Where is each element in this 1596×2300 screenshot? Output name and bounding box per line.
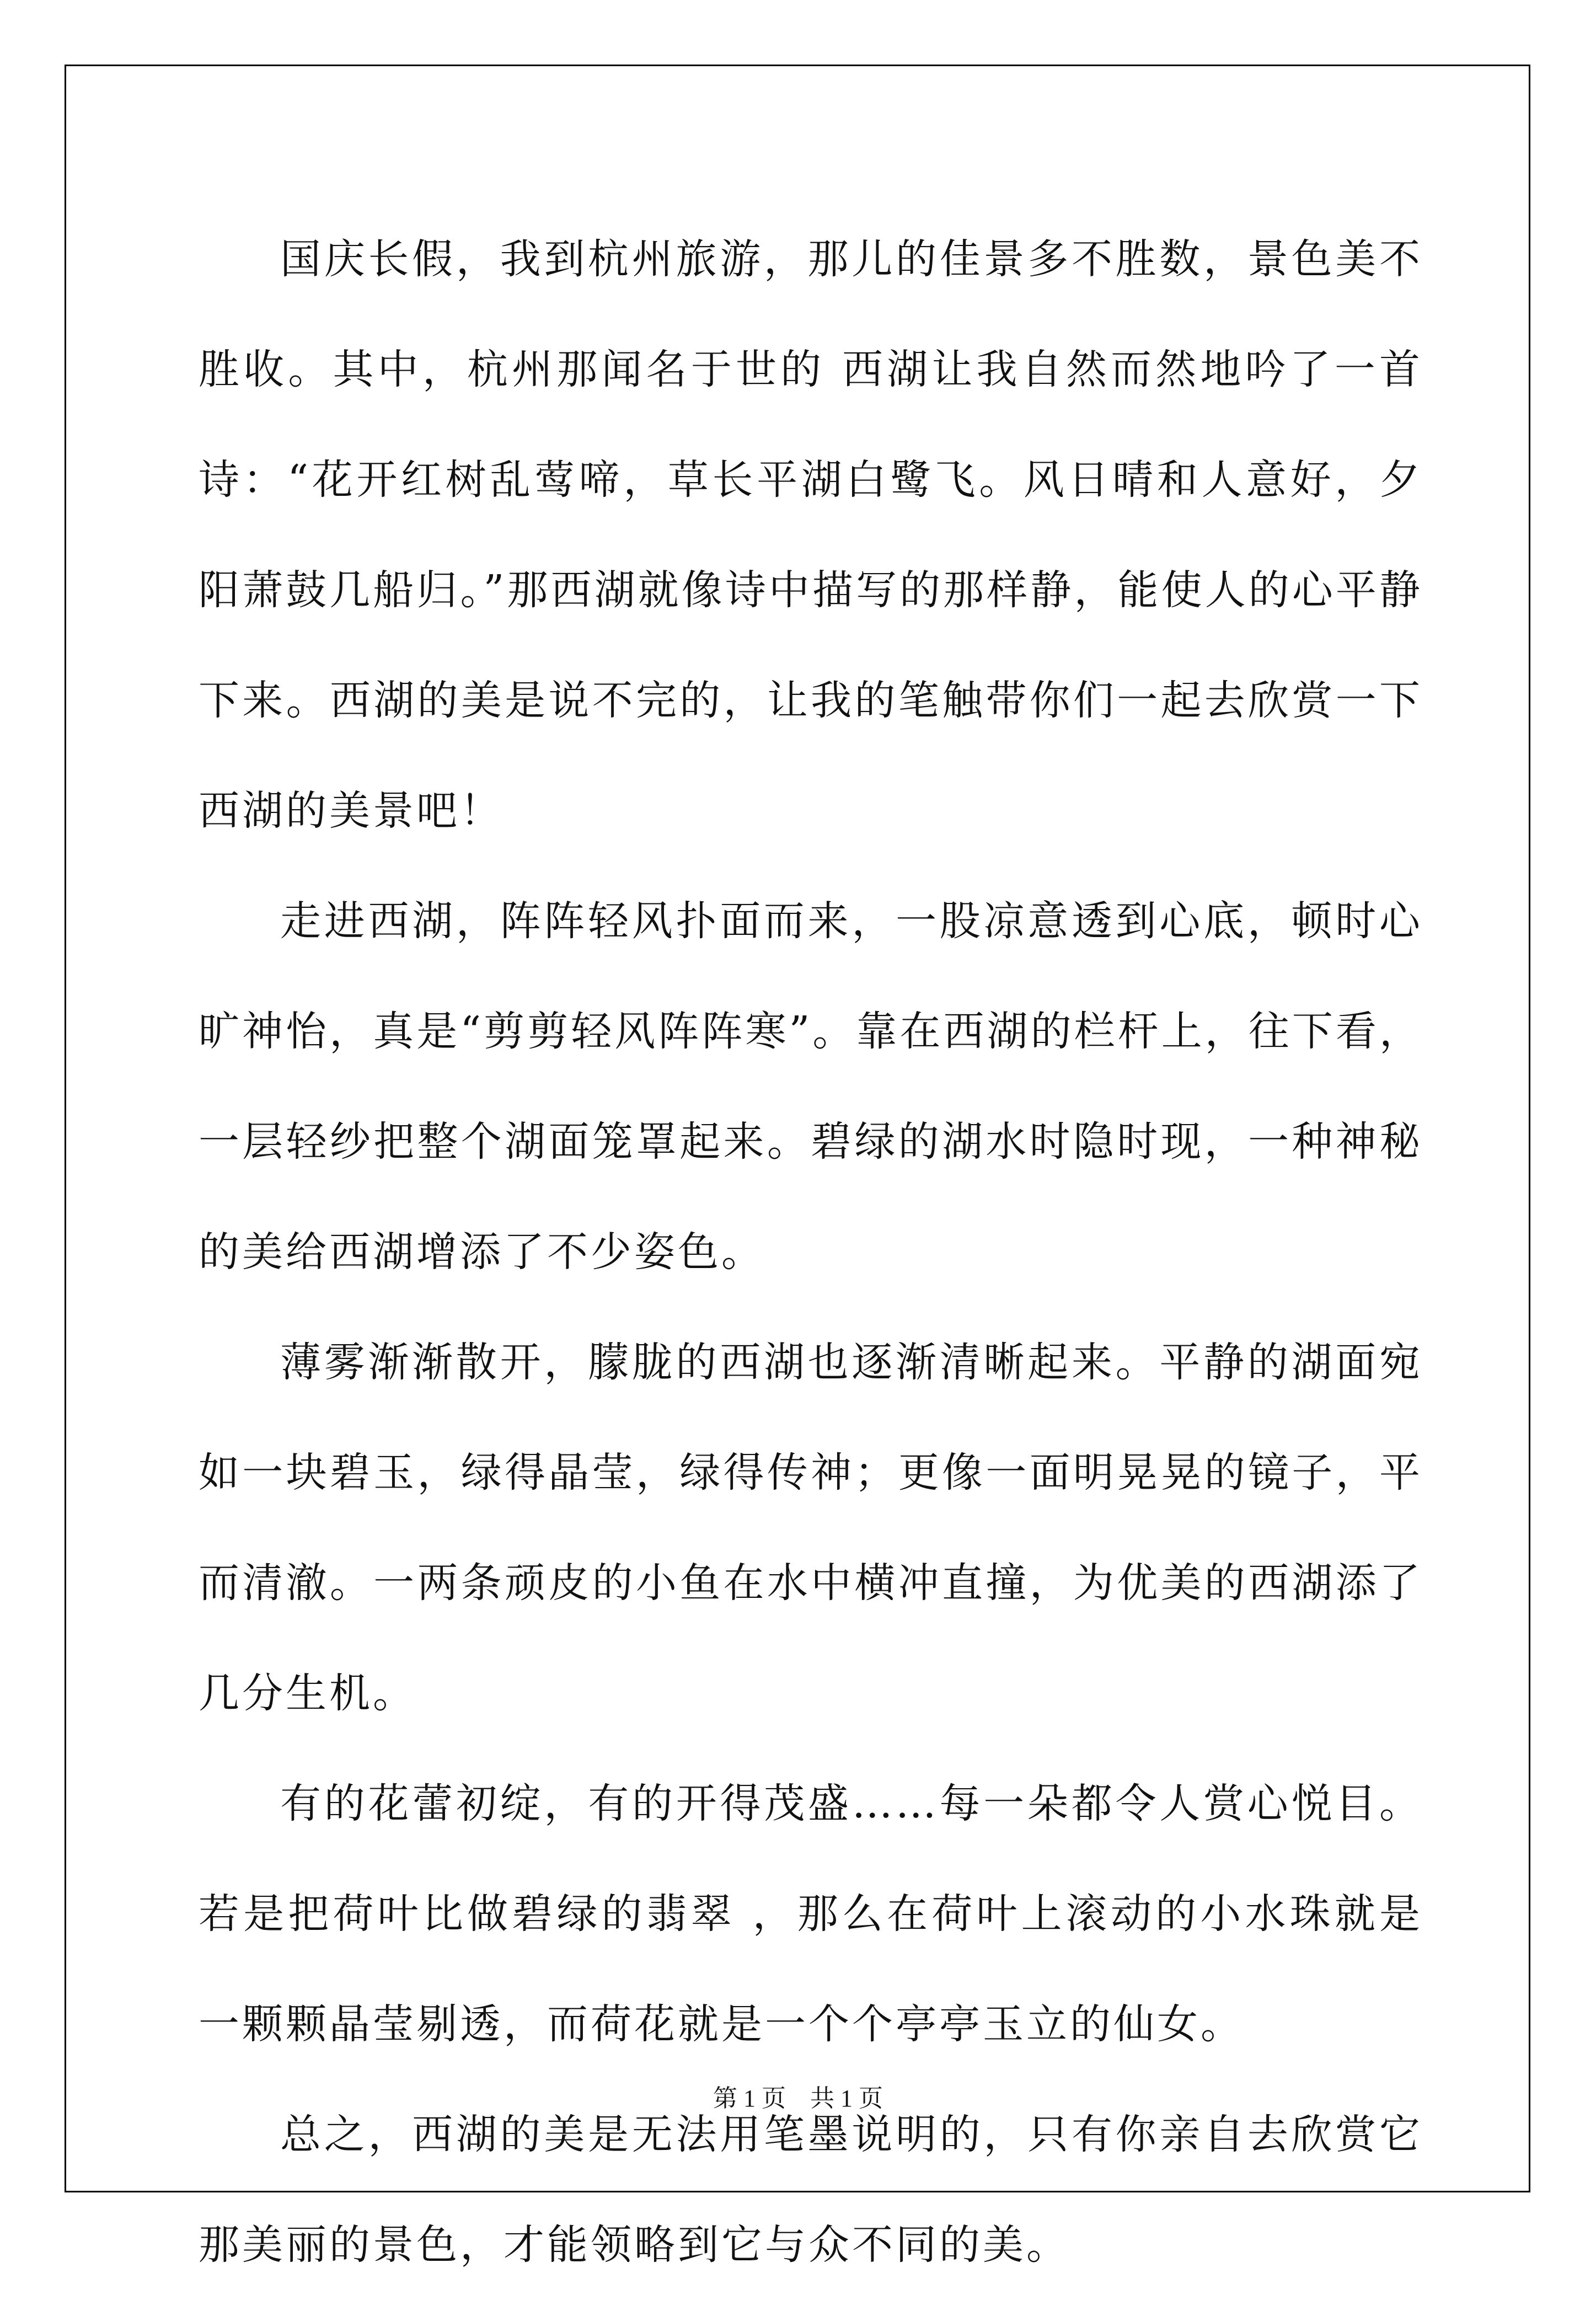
paragraph-4: 有的花蕾初绽，有的开得茂盛……每一朵都令人赏心悦目。若是把荷叶比做碧绿的翡翠 ，那么在荷叶上滚动的小水珠就是一颗颗晶莹剔透，而荷花就是一个个亭亭玉立的仙女。 xyxy=(199,1780,1423,2048)
paragraph-2: 走进西湖，阵阵轻风扑面而来，一股凉意透到心底，顿时心旷神怡，真是“剪剪轻风阵阵寒”。靠在西湖的栏杆上，往下看，一层轻纱把整个湖面笼罩起来。碧绿的湖水时隐时现，一种神秘的美给西湖增添了不少姿色。 xyxy=(199,897,1423,1276)
document-body xyxy=(199,204,1423,2300)
paragraph-1: 国庆长假，我到杭州旅游，那儿的佳景多不胜数，景色美不胜收。其中，杭州那闻名于世的 西湖让我自然而然地吟了一首诗：“花开红树乱莺啼，草长平湖白鹭飞。风日晴和人意好，夕阳萧鼓几船归。”那西湖就像诗中描写的那样静，能使人的心平静下来。西湖的美是说不完的，让我的笔触带你们一起去欣赏一下西湖的美景吧！ xyxy=(199,236,1423,835)
paragraph-5: 总之，西湖的美是无法用笔墨说明的，只有你亲自去欣赏它那美丽的景色，才能领略到它与众不同的美。 xyxy=(199,2111,1423,2269)
page-number: 第 1 页 共 1 页 xyxy=(713,2085,883,2112)
paragraph-3: 薄雾渐渐散开，朦胧的西湖也逐渐清晰起来。平静的湖面宛如一块碧玉，绿得晶莹，绿得传神；更像一面明晃晃的镜子，平而清澈。一两条顽皮的小鱼在水中横冲直撞，为优美的西湖添了几分生机。 xyxy=(199,1339,1423,1717)
